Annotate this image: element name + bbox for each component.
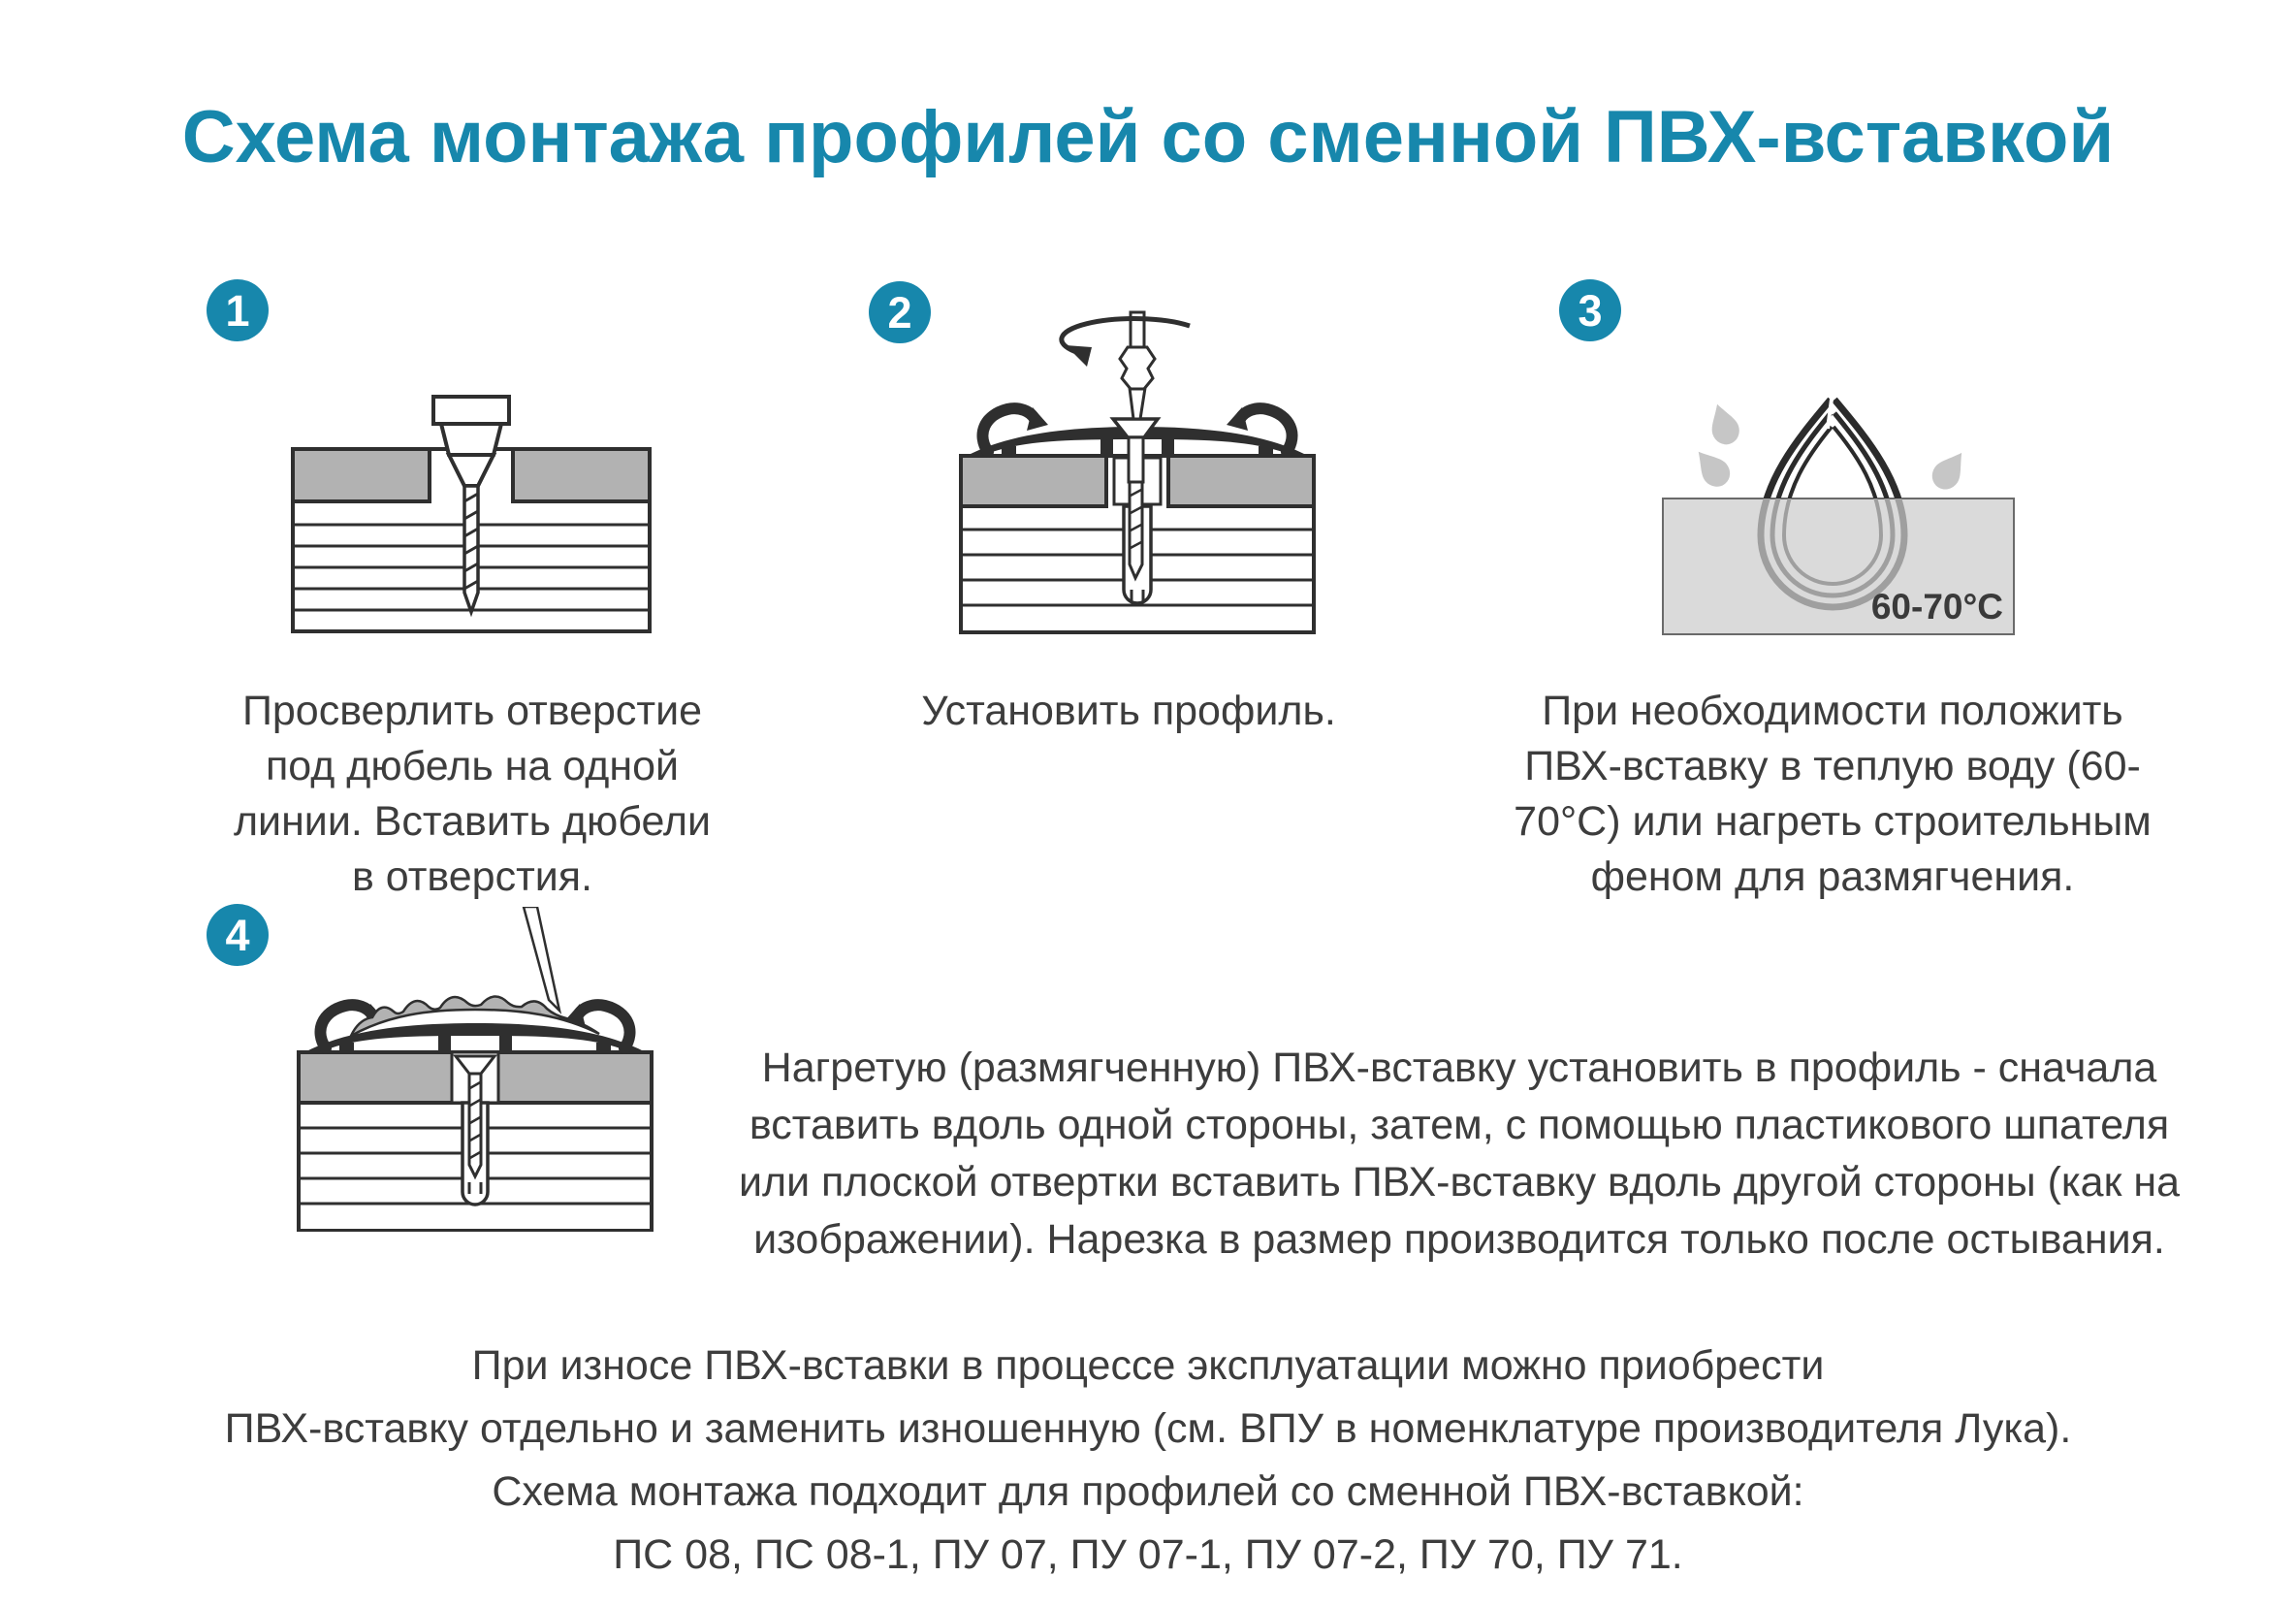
step-4-number: 4 bbox=[225, 910, 250, 960]
page-title: Схема монтажа профилей со сменной ПВХ-вставкой bbox=[181, 96, 2115, 178]
text-line: 70°С) или нагреть строительным bbox=[1514, 798, 2152, 845]
text-line: Схема монтажа подходит для профилей со сменной ПВХ-вставкой: bbox=[492, 1468, 1804, 1515]
drill-dowel-illustration bbox=[287, 393, 655, 635]
text-line: или плоской отвертки вставить ПВХ-вставку вдоль другой стороны (как на bbox=[738, 1159, 2181, 1206]
text-line: ПС 08, ПС 08-1, ПУ 07, ПУ 07-1, ПУ 07-2, ПУ 70, ПУ 71. bbox=[613, 1531, 1683, 1578]
text-line: При износе ПВХ-вставки в процессе эксплуатации можно приобрести bbox=[471, 1342, 1825, 1389]
warm-water-illustration bbox=[1658, 388, 2026, 640]
text-line: ПВХ-вставку в теплую воду (60- bbox=[1524, 743, 2141, 789]
step-3-caption bbox=[1513, 684, 2152, 905]
profile-screw-illustration bbox=[953, 310, 1322, 635]
text-line: ПВХ-вставку отдельно и заменить изношенную (см. ВПУ в номенклатуре производителя Лука). bbox=[224, 1405, 2072, 1452]
step-2-badge bbox=[869, 281, 931, 343]
text-line: в отверстия. bbox=[351, 853, 593, 900]
step-2-caption bbox=[857, 684, 1400, 739]
step-2-number: 2 bbox=[887, 287, 912, 338]
text-line: под дюбель на одной bbox=[265, 743, 680, 789]
water-temperature-label: 60-70°C bbox=[1870, 587, 2003, 627]
step-1-number: 1 bbox=[225, 285, 250, 336]
text-line: Установить профиль. bbox=[921, 688, 1336, 734]
text-line: Просверлить отверстие bbox=[241, 688, 703, 734]
text-line: изображении). Нарезка в размер производится только после остывания. bbox=[753, 1216, 2165, 1263]
insert-install-illustration bbox=[291, 907, 659, 1232]
coil-tip-gap bbox=[1828, 392, 1833, 429]
footer-note bbox=[0, 1335, 2296, 1587]
step-1-badge bbox=[207, 279, 269, 341]
step-3-badge bbox=[1559, 279, 1621, 341]
text-line: При необходимости положить bbox=[1542, 688, 2123, 734]
step-4-caption bbox=[732, 1040, 2186, 1269]
flat-screwdriver-blade-icon bbox=[524, 907, 559, 1011]
text-line: феном для размягчения. bbox=[1590, 853, 2075, 900]
step-4-badge bbox=[207, 904, 269, 966]
step-1-caption bbox=[220, 684, 724, 905]
step-3-number: 3 bbox=[1578, 285, 1603, 336]
screwdriver-icon bbox=[1120, 312, 1155, 419]
text-line: линии. Вставить дюбели bbox=[233, 798, 712, 845]
text-line: вставить вдоль одной стороны, затем, с помощью пластикового шпателя bbox=[749, 1102, 2170, 1148]
text-line: Нагретую (размягченную) ПВХ-вставку установить в профиль - сначала bbox=[761, 1045, 2157, 1091]
